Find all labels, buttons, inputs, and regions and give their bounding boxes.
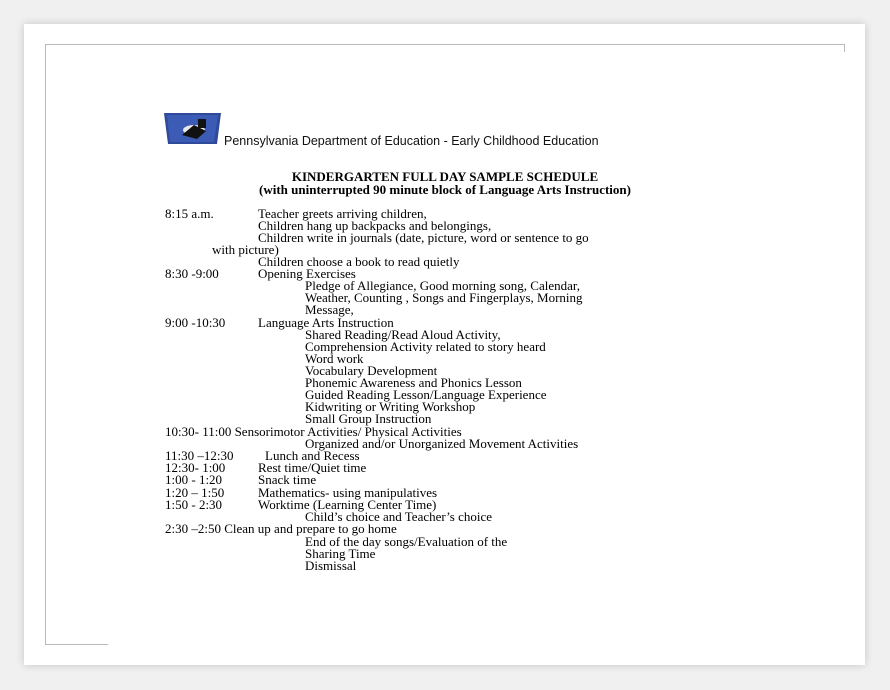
schedule-text: Children choose a book to read quietly [258,254,460,269]
page-border [45,644,108,645]
document-subtitle: (with uninterrupted 90 minute block of Language Arts Instruction) [259,182,631,197]
agency-header: Pennsylvania Department of Education - Early Childhood Education [224,134,599,148]
schedule-text: Dismissal [305,558,357,573]
page-border [45,44,46,644]
keystone-logo-icon [164,113,221,144]
schedule-text: Comprehension Activity related to story heard [305,339,546,354]
schedule-text: with picture) [212,242,279,257]
schedule-text: Organized and/or Unorganized Movement Activities [305,436,579,451]
schedule-time: 1:50 - 2:30 [165,497,223,512]
schedule-text: Kidwriting or Writing Workshop [305,399,476,414]
schedule-text: Mathematics- using manipulatives [258,485,438,500]
schedule-time: 8:30 -9:00 [165,266,219,281]
schedule-text: Children write in journals (date, picture, word or sentence to go [258,230,589,245]
schedule-time: 1:20 – 1:50 [165,485,225,500]
schedule-time: 8:15 a.m. [165,206,214,221]
page-border [844,44,845,52]
schedule-text: Language Arts Instruction [258,315,394,330]
schedule-text: 2:30 –2:50 Clean up and prepare to go home [165,521,397,536]
document-title: KINDERGARTEN FULL DAY SAMPLE SCHEDULE [291,169,599,184]
schedule-text: Children hang up backpacks and belongings, [258,218,492,233]
schedule-text: Small Group Instruction [305,411,432,426]
schedule-text: Message, [305,302,354,317]
schedule-text: Vocabulary Development [305,363,438,378]
schedule-text: Sharing Time [305,546,376,561]
schedule-text: Shared Reading/Read Aloud Activity, [305,327,501,342]
schedule-text: End of the day songs/Evaluation of the [305,534,508,549]
schedule-time: 9:00 -10:30 [165,315,226,330]
schedule-time: 11:30 –12:30 [165,448,234,463]
schedule-text: Guided Reading Lesson/Language Experience [305,387,547,402]
page-border [45,44,845,45]
schedule-time: 12:30- 1:00 [165,460,226,475]
schedule-text: Snack time [258,472,317,487]
schedule-text: Lunch and Recess [265,448,360,463]
schedule-text: Worktime (Learning Center Time) [258,497,437,512]
schedule-text: Teacher greets arriving children, [258,206,427,221]
schedule-text: Phonemic Awareness and Phonics Lesson [305,375,522,390]
schedule-time: 1:00 - 1:20 [165,472,223,487]
schedule-text: Pledge of Allegiance, Good morning song, Calendar, [305,278,580,293]
schedule-text: Weather, Counting , Songs and Fingerplays, Morning [305,290,583,305]
schedule-text: Word work [305,351,364,366]
schedule-text: Rest time/Quiet time [258,460,367,475]
schedule-text: 10:30- 11:00 Sensorimotor Activities/ Physical Activities [165,424,462,439]
schedule-text: Opening Exercises [258,266,356,281]
schedule-text: Child’s choice and Teacher’s choice [305,509,493,524]
